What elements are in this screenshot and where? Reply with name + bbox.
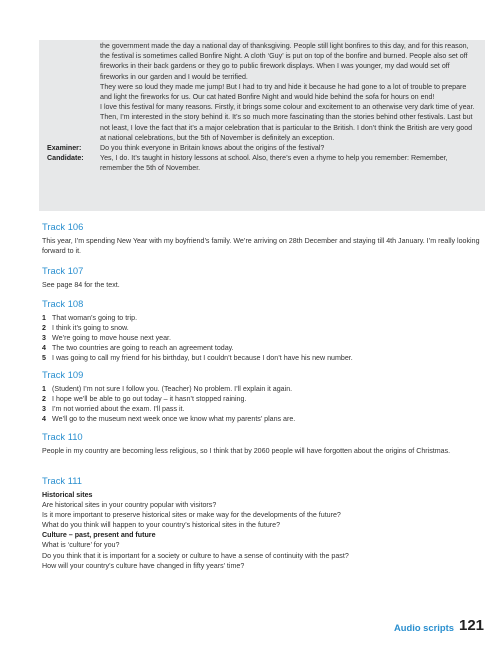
footer-section-label: Audio scripts [394,622,454,633]
speaker-label [47,41,100,82]
item-text: I hope we’ll be able to go out today – it hasn’t stopped raining. [52,395,247,404]
track-109-section [42,369,482,424]
sub-heading: Culture – past, present and future [42,531,156,540]
track-110-section [42,431,482,456]
dialogue-line [47,82,477,102]
dialogue-line [47,102,477,143]
question-line: Do you think that it is important for a society or culture to have a sense of continuity with the past? [42,551,349,560]
list-item [42,384,482,394]
list-item [42,394,482,404]
list-item [42,353,482,363]
item-text: I was going to call my friend for his birthday, but I couldn’t because I don’t have his new number. [52,354,353,363]
track-text: This year, I’m spending New Year with my boyfriend’s family. We’re arriving on 28th December and staying till 4th January. I’m really looking forward to it. [42,237,480,256]
list-item [42,404,482,414]
item-text: (Student) I’m not sure I follow you. (Teacher) No problem. I’ll explain it again. [52,385,293,393]
track-title: Track 110 [42,431,83,442]
dialogue-text: I love this festival for many reasons. Firstly, it brings some colour and excitement to an otherwise very dark time of year. Then, I’m interested in the story behind it. It’s so much more fascinating than the stories behind other festivals. Last but not least, I love the fact that it’s a major celebration that is particular to the British. I don’t think the British are very good at national celebrations, but the 5th of November is definitely an exception. [100,103,475,142]
question-line: Is it more important to preserve historical sites or make way for the developments of the future? [42,511,341,520]
item-number: 2 [42,324,46,333]
sub-heading: Historical sites [42,491,93,499]
track-title: Track 111 [42,475,82,486]
item-number: 2 [42,395,46,404]
track-title: Track 108 [42,298,84,309]
speaker-label [47,102,100,143]
track-title: Track 107 [42,265,84,276]
list-item [42,343,482,353]
list-item [42,313,482,323]
item-number: 4 [42,344,46,353]
item-number: 1 [42,385,46,393]
dialogue-line [47,143,477,153]
dialogue-box [39,40,485,211]
track-text: See page 84 for the text. [42,281,120,289]
item-number: 5 [42,354,46,363]
question-line: How will your country’s culture have changed in fifty years’ time? [42,561,245,570]
dialogue-line [47,41,477,82]
item-number: 3 [42,334,46,343]
track-108-section [42,298,482,363]
item-number: 4 [42,415,46,424]
track-title: Track 106 [42,221,84,232]
item-text: That woman’s going to trip. [52,314,138,322]
list-item [42,414,482,424]
question-line: What is ‘culture’ for you? [42,541,120,550]
track-text: People in my country are becoming less religious, so I think that by 2060 people will have forgotten about the origins of Christmas. [42,447,451,455]
item-text: We’ll go to the museum next week once we know what my parents’ plans are. [52,415,296,424]
track-107-section [42,265,482,290]
dialogue-text: the government made the day a national day of thanksgiving. People still light bonfires to this day, and for this reason, the festival is sometimes called Bonfire Night. A cloth ‘Guy’ is put on top of the bonfire and burned. People also set off fireworks in their back gardens or they go to public firework displays. When I was younger, my dad would set off fireworks in our garden and I would be terrified. [100,42,469,81]
question-line: Are historical sites in your country popular with visitors? [42,501,217,510]
dialogue-line [47,153,477,173]
speaker-label: Examiner: [47,144,82,153]
question-line: What do you think will happen to your country’s historical sites in the future? [42,521,281,530]
list-item [42,333,482,343]
item-text: I think it’s going to snow. [52,324,129,333]
track-111-section [42,475,482,571]
item-text: The two countries are going to reach an agreement today. [52,344,234,353]
page-number: 121 [459,617,485,634]
track-106-section [42,221,482,256]
speaker-label: Candidate: [47,154,84,163]
dialogue-text: Yes, I do. It’s taught in history lessons at school. Also, there’s even a rhyme to help you remember: Remember, remember the 5th of November. [100,154,448,173]
track-title: Track 109 [42,369,84,380]
item-number: 3 [42,405,46,414]
list-item [42,323,482,333]
speaker-label [47,82,100,102]
item-text: I’m not worried about the exam. I’ll pass it. [52,405,185,414]
item-text: We’re going to move house next year. [52,334,171,343]
dialogue-text: They were so loud they made me jump! But I had to try and hide it because he had gone to a lot of trouble to prepare and light the fireworks for us. Our cat hated Bonfire Night and would hide behind the sofa for hours on end! [100,82,467,102]
item-number: 1 [42,314,46,322]
dialogue-text: Do you think everyone in Britain knows about the origins of the festival? [100,144,325,153]
